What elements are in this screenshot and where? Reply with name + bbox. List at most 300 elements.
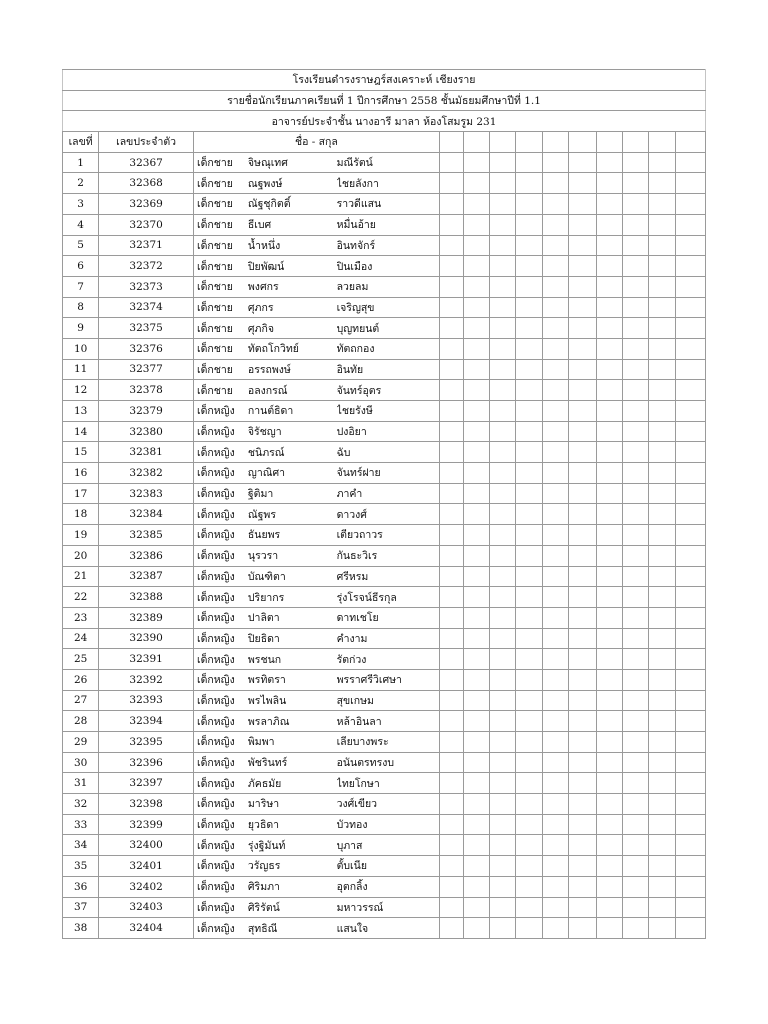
student-id: 32375 [99, 318, 194, 339]
first-name: ณัฐพร [248, 504, 337, 525]
check-cell [675, 814, 705, 835]
first-name: อรรถพงษ์ [248, 359, 337, 380]
check-cell [439, 773, 463, 794]
check-cell [649, 794, 675, 815]
check-cell [596, 876, 622, 897]
first-name: กานต์ธิดา [248, 401, 337, 422]
check-column-header [596, 132, 622, 153]
check-cell [596, 587, 622, 608]
check-cell [490, 214, 516, 235]
check-cell [516, 918, 542, 939]
name-prefix: เด็กชาย [193, 152, 247, 173]
last-name: ทัตถกอง [337, 338, 440, 359]
first-name: ฐิติมา [248, 483, 337, 504]
table-row [63, 649, 706, 670]
check-cell [623, 318, 649, 339]
check-cell [439, 794, 463, 815]
student-id: 32385 [99, 525, 194, 546]
table-row [63, 504, 706, 525]
check-cell [516, 814, 542, 835]
check-cell [568, 587, 596, 608]
check-cell [464, 669, 490, 690]
check-cell [623, 214, 649, 235]
name-prefix: เด็กหญิง [193, 856, 247, 877]
name-column-header: ชื่อ - สกุล [193, 132, 439, 153]
row-number: 3 [63, 194, 99, 215]
check-cell [623, 732, 649, 753]
check-cell [464, 194, 490, 215]
table-row [63, 732, 706, 753]
last-name: ฉับ [337, 442, 440, 463]
check-cell [596, 359, 622, 380]
check-cell [568, 380, 596, 401]
check-cell [516, 442, 542, 463]
check-cell [568, 276, 596, 297]
student-id: 32394 [99, 711, 194, 732]
check-cell [490, 463, 516, 484]
last-name: อินทัย [337, 359, 440, 380]
check-cell [490, 876, 516, 897]
check-cell [516, 483, 542, 504]
table-row [63, 773, 706, 794]
check-cell [623, 421, 649, 442]
check-cell [623, 545, 649, 566]
check-cell [542, 794, 568, 815]
check-cell [439, 897, 463, 918]
check-cell [464, 649, 490, 670]
check-column-header [623, 132, 649, 153]
check-cell [596, 732, 622, 753]
student-id: 32382 [99, 463, 194, 484]
last-name: คำงาม [337, 628, 440, 649]
row-number: 28 [63, 711, 99, 732]
check-cell [649, 587, 675, 608]
check-cell [649, 856, 675, 877]
check-cell [490, 732, 516, 753]
table-row [63, 876, 706, 897]
name-prefix: เด็กหญิง [193, 545, 247, 566]
check-cell [542, 152, 568, 173]
row-number: 11 [63, 359, 99, 380]
check-cell [542, 276, 568, 297]
last-name: วงศ์เขียว [337, 794, 440, 815]
check-cell [596, 918, 622, 939]
check-cell [464, 607, 490, 628]
name-prefix: เด็กหญิง [193, 732, 247, 753]
check-cell [568, 876, 596, 897]
name-prefix: เด็กชาย [193, 194, 247, 215]
check-cell [542, 669, 568, 690]
name-prefix: เด็กหญิง [193, 504, 247, 525]
check-cell [516, 566, 542, 587]
check-cell [649, 649, 675, 670]
student-id-column-header: เลขประจำตัว [99, 132, 194, 153]
student-id: 32397 [99, 773, 194, 794]
check-cell [516, 214, 542, 235]
check-cell [542, 856, 568, 877]
check-cell [439, 318, 463, 339]
check-cell [439, 442, 463, 463]
check-column-header [464, 132, 490, 153]
check-cell [516, 276, 542, 297]
name-prefix: เด็กหญิง [193, 649, 247, 670]
student-id: 32393 [99, 690, 194, 711]
first-name: นุรวรา [248, 545, 337, 566]
first-name: ศุภกร [248, 297, 337, 318]
student-id: 32395 [99, 732, 194, 753]
check-cell [675, 607, 705, 628]
check-cell [439, 173, 463, 194]
number-column-header: เลขที่ [63, 132, 99, 153]
check-cell [675, 152, 705, 173]
check-cell [623, 235, 649, 256]
name-prefix: เด็กหญิง [193, 421, 247, 442]
check-cell [464, 794, 490, 815]
last-name: ไชยรังษี [337, 401, 440, 422]
check-cell [649, 897, 675, 918]
check-cell [516, 359, 542, 380]
check-cell [675, 566, 705, 587]
row-number: 1 [63, 152, 99, 173]
check-cell [439, 338, 463, 359]
last-name: อนันตรทรงบ [337, 752, 440, 773]
check-cell [542, 814, 568, 835]
first-name: ณฐพงษ์ [248, 173, 337, 194]
check-cell [439, 649, 463, 670]
last-name: รุ่งโรจน์ธีรกุล [337, 587, 440, 608]
check-cell [464, 711, 490, 732]
first-name: พงศกร [248, 276, 337, 297]
last-name: เจริญสุข [337, 297, 440, 318]
check-cell [649, 318, 675, 339]
check-cell [439, 587, 463, 608]
last-name: ลวยลม [337, 276, 440, 297]
check-cell [596, 256, 622, 277]
last-name: บัวทอง [337, 814, 440, 835]
check-column-header [490, 132, 516, 153]
check-cell [568, 483, 596, 504]
last-name: ไชยลังกา [337, 173, 440, 194]
check-cell [649, 814, 675, 835]
check-cell [516, 152, 542, 173]
check-cell [675, 897, 705, 918]
school-name: โรงเรียนดำรงราษฎร์สงเคราะห์ เชียงราย [63, 70, 706, 91]
row-number: 37 [63, 897, 99, 918]
check-cell [490, 276, 516, 297]
student-id: 32400 [99, 835, 194, 856]
last-name: สุขเกษม [337, 690, 440, 711]
check-cell [464, 587, 490, 608]
check-cell [439, 483, 463, 504]
check-cell [516, 235, 542, 256]
check-cell [516, 173, 542, 194]
first-name: ญาณิศา [248, 463, 337, 484]
check-cell [649, 835, 675, 856]
check-cell [623, 649, 649, 670]
table-row [63, 173, 706, 194]
name-prefix: เด็กชาย [193, 173, 247, 194]
name-prefix: เด็กชาย [193, 359, 247, 380]
check-cell [464, 235, 490, 256]
check-cell [490, 297, 516, 318]
first-name: ศิริรัตน์ [248, 897, 337, 918]
first-name: น้ำหนึ่ง [248, 235, 337, 256]
check-cell [623, 338, 649, 359]
name-prefix: เด็กหญิง [193, 566, 247, 587]
check-cell [568, 442, 596, 463]
check-cell [490, 814, 516, 835]
first-name: ปริยากร [248, 587, 337, 608]
advisor-info: อาจารย์ประจำชั้น นางอารี มาลา ห้องโสมรูม 231 [63, 111, 706, 132]
check-cell [464, 463, 490, 484]
student-id: 32380 [99, 421, 194, 442]
check-cell [623, 173, 649, 194]
check-cell [649, 732, 675, 753]
check-cell [516, 380, 542, 401]
name-prefix: เด็กหญิง [193, 773, 247, 794]
check-cell [649, 297, 675, 318]
check-cell [439, 814, 463, 835]
student-id: 32376 [99, 338, 194, 359]
first-name: ปิยพัฒน์ [248, 256, 337, 277]
check-cell [596, 545, 622, 566]
check-cell [542, 318, 568, 339]
table-row [63, 421, 706, 442]
name-prefix: เด็กหญิง [193, 587, 247, 608]
last-name: ศรีหรม [337, 566, 440, 587]
check-cell [675, 525, 705, 546]
last-name: ไทยโกษา [337, 773, 440, 794]
check-cell [623, 628, 649, 649]
check-cell [675, 773, 705, 794]
check-cell [623, 773, 649, 794]
row-number: 6 [63, 256, 99, 277]
check-cell [649, 690, 675, 711]
name-prefix: เด็กหญิง [193, 794, 247, 815]
check-cell [568, 918, 596, 939]
name-prefix: เด็กหญิง [193, 835, 247, 856]
last-name: ดาวงศ์ [337, 504, 440, 525]
student-roster-table [62, 69, 706, 939]
check-cell [464, 732, 490, 753]
check-cell [490, 173, 516, 194]
table-row [63, 918, 706, 939]
student-id: 32391 [99, 649, 194, 670]
row-number: 14 [63, 421, 99, 442]
table-row [63, 669, 706, 690]
check-cell [439, 463, 463, 484]
name-prefix: เด็กหญิง [193, 690, 247, 711]
name-prefix: เด็กหญิง [193, 897, 247, 918]
check-cell [490, 773, 516, 794]
check-cell [464, 566, 490, 587]
column-header-row [63, 132, 706, 153]
check-cell [649, 876, 675, 897]
check-cell [439, 297, 463, 318]
check-cell [490, 194, 516, 215]
check-cell [516, 711, 542, 732]
student-id: 32368 [99, 173, 194, 194]
check-cell [596, 173, 622, 194]
first-name: พรทิตรา [248, 669, 337, 690]
check-cell [516, 669, 542, 690]
check-cell [568, 338, 596, 359]
check-cell [623, 194, 649, 215]
check-cell [439, 732, 463, 753]
row-number: 22 [63, 587, 99, 608]
row-number: 2 [63, 173, 99, 194]
check-cell [439, 628, 463, 649]
first-name: ยุวธิดา [248, 814, 337, 835]
check-cell [439, 525, 463, 546]
row-number: 9 [63, 318, 99, 339]
check-cell [568, 669, 596, 690]
check-cell [439, 214, 463, 235]
table-row [63, 380, 706, 401]
check-cell [490, 359, 516, 380]
check-cell [516, 545, 542, 566]
last-name: อุตกลิ้ง [337, 876, 440, 897]
row-number: 33 [63, 814, 99, 835]
check-cell [490, 504, 516, 525]
check-cell [623, 794, 649, 815]
check-cell [596, 897, 622, 918]
check-cell [464, 835, 490, 856]
row-number: 15 [63, 442, 99, 463]
student-id: 32401 [99, 856, 194, 877]
first-name: ปิยธิดา [248, 628, 337, 649]
row-number: 31 [63, 773, 99, 794]
check-cell [596, 338, 622, 359]
last-name: ดาทเชโย [337, 607, 440, 628]
check-cell [490, 152, 516, 173]
first-name: วรัญธร [248, 856, 337, 877]
check-cell [568, 711, 596, 732]
check-cell [542, 897, 568, 918]
check-cell [490, 256, 516, 277]
check-cell [439, 421, 463, 442]
check-cell [516, 607, 542, 628]
row-number: 32 [63, 794, 99, 815]
student-id: 32389 [99, 607, 194, 628]
name-prefix: เด็กหญิง [193, 607, 247, 628]
check-cell [596, 276, 622, 297]
check-cell [623, 525, 649, 546]
last-name: มณีรัตน์ [337, 152, 440, 173]
check-column-header [649, 132, 675, 153]
check-cell [542, 545, 568, 566]
check-cell [596, 401, 622, 422]
check-cell [568, 214, 596, 235]
table-row [63, 794, 706, 815]
check-cell [568, 359, 596, 380]
check-cell [568, 173, 596, 194]
check-cell [568, 690, 596, 711]
check-cell [542, 711, 568, 732]
check-cell [568, 566, 596, 587]
check-cell [464, 214, 490, 235]
check-cell [490, 835, 516, 856]
row-number: 12 [63, 380, 99, 401]
check-cell [568, 814, 596, 835]
first-name: พรไพลิน [248, 690, 337, 711]
check-cell [623, 876, 649, 897]
row-number: 27 [63, 690, 99, 711]
check-cell [516, 794, 542, 815]
check-cell [675, 359, 705, 380]
name-prefix: เด็กชาย [193, 297, 247, 318]
check-cell [675, 794, 705, 815]
check-cell [490, 442, 516, 463]
last-name: พรราศรีวิเศษา [337, 669, 440, 690]
check-cell [464, 545, 490, 566]
check-cell [623, 918, 649, 939]
check-cell [623, 587, 649, 608]
student-id: 32377 [99, 359, 194, 380]
check-cell [439, 276, 463, 297]
check-cell [490, 752, 516, 773]
check-cell [542, 752, 568, 773]
last-name: ภาคำ [337, 483, 440, 504]
row-number: 17 [63, 483, 99, 504]
student-id: 32383 [99, 483, 194, 504]
check-cell [649, 194, 675, 215]
check-cell [596, 421, 622, 442]
check-cell [675, 173, 705, 194]
check-cell [542, 690, 568, 711]
row-number: 16 [63, 463, 99, 484]
table-row [63, 545, 706, 566]
check-cell [542, 401, 568, 422]
check-cell [623, 297, 649, 318]
check-cell [596, 152, 622, 173]
table-row [63, 276, 706, 297]
check-cell [568, 256, 596, 277]
row-number: 13 [63, 401, 99, 422]
check-cell [649, 276, 675, 297]
student-id: 32392 [99, 669, 194, 690]
last-name: อินทจักร์ [337, 235, 440, 256]
student-id: 32370 [99, 214, 194, 235]
table-row [63, 214, 706, 235]
check-cell [516, 421, 542, 442]
check-cell [675, 628, 705, 649]
last-name: เลียบางพระ [337, 732, 440, 753]
first-name: ธันยพร [248, 525, 337, 546]
row-number: 4 [63, 214, 99, 235]
name-prefix: เด็กหญิง [193, 752, 247, 773]
name-prefix: เด็กชาย [193, 338, 247, 359]
check-cell [596, 856, 622, 877]
check-cell [675, 587, 705, 608]
name-prefix: เด็กหญิง [193, 483, 247, 504]
row-number: 34 [63, 835, 99, 856]
name-prefix: เด็กชาย [193, 256, 247, 277]
row-number: 29 [63, 732, 99, 753]
table-row [63, 711, 706, 732]
check-cell [516, 504, 542, 525]
check-cell [623, 752, 649, 773]
check-cell [542, 587, 568, 608]
check-cell [649, 214, 675, 235]
first-name: จิษณุเทศ [248, 152, 337, 173]
check-cell [649, 380, 675, 401]
name-prefix: เด็กหญิง [193, 525, 247, 546]
student-id: 32372 [99, 256, 194, 277]
check-cell [596, 442, 622, 463]
check-cell [623, 483, 649, 504]
check-cell [596, 297, 622, 318]
